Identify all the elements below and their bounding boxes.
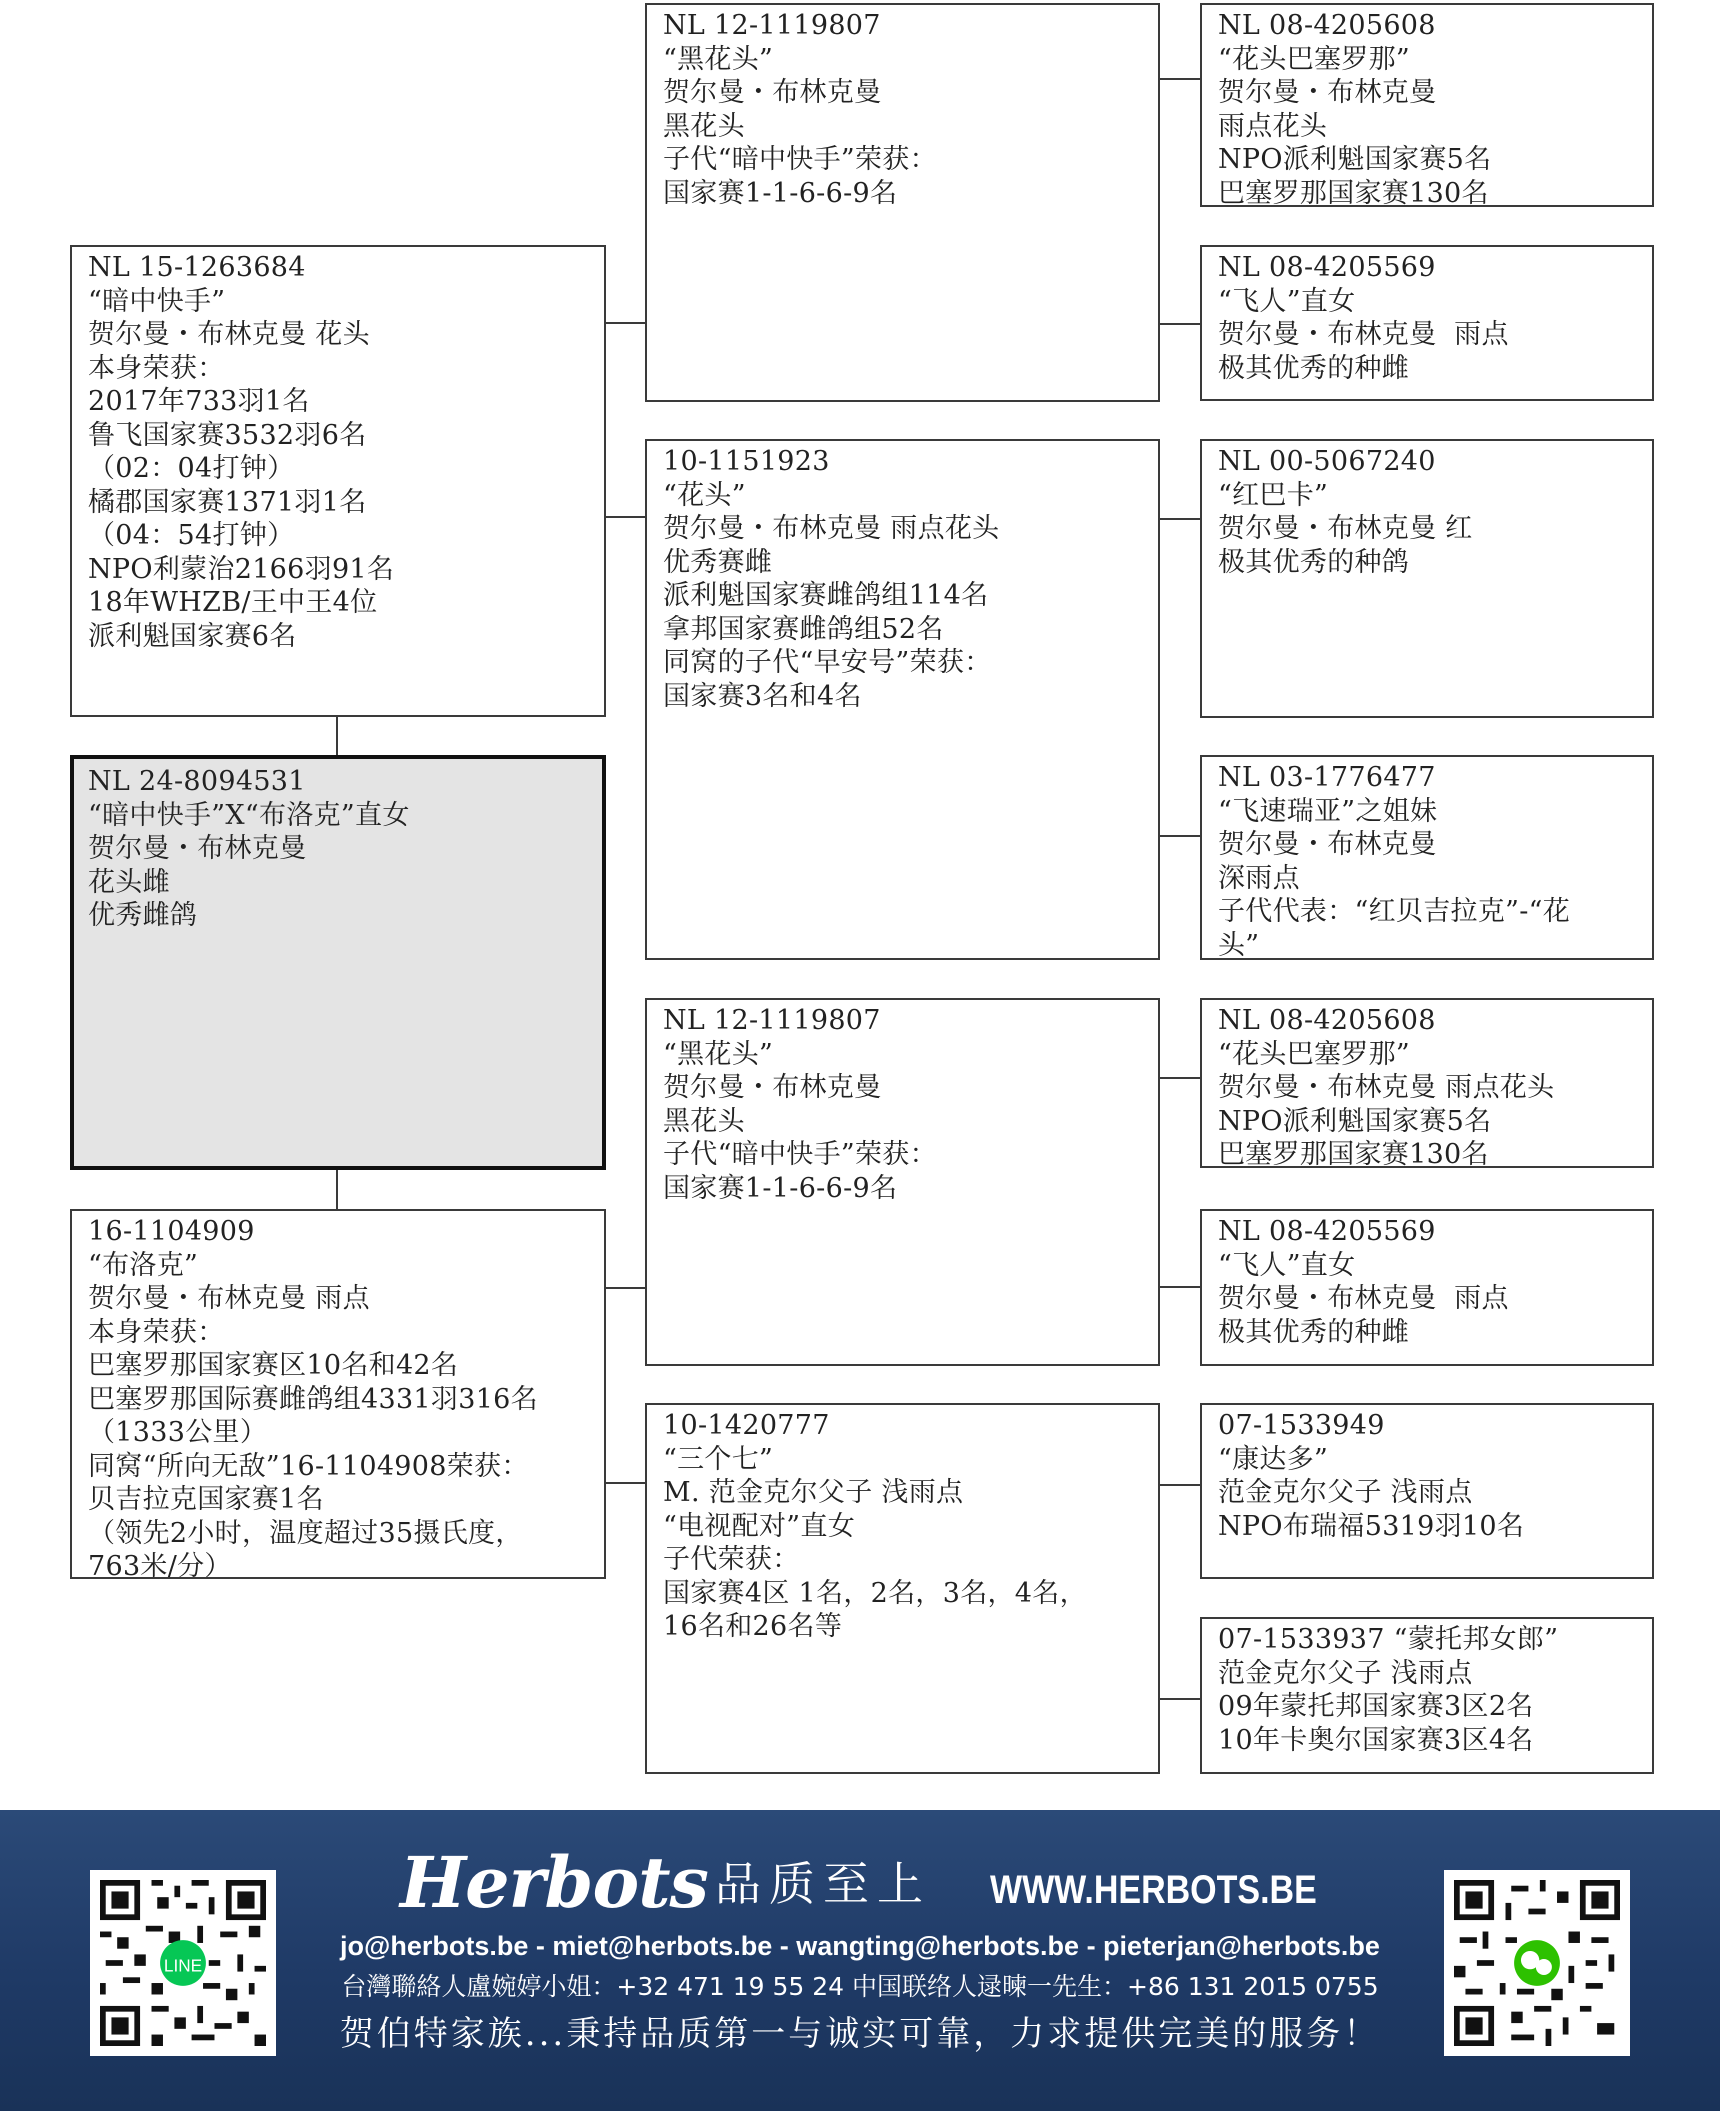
tagline: 贺伯特家族...秉持品质第一与诚实可靠，力求提供完美的服务！ [339,2014,1381,2054]
pedigree-line: 子代“暗中快手”荣获： [663,144,937,175]
connector [1158,1077,1202,1079]
pedigree-line: 极其优秀的种雌 [1218,1316,1410,1348]
connector [1158,518,1202,520]
pedigree-line: 贺尔曼・布林克曼 [1218,77,1437,108]
pedigree-line: 763米/分） [88,1551,232,1582]
pedigree-line: “黑花头” [663,1038,774,1070]
pedigree-line: “布洛克” [88,1249,199,1281]
pedigree-line: “三个七” [663,1443,774,1475]
dam-card [70,1209,606,1582]
pedigree-line: NL 00-5067240 [1218,446,1436,477]
svg-text:LINE: LINE [163,1955,203,1976]
pedigree-line: 贺尔曼・布林克曼 雨点 [88,1283,370,1314]
pedigree-line: 贺尔曼・布林克曼 [88,833,307,864]
pedigree-line: 本身荣获： [88,1316,225,1348]
sd-sire-card [1200,439,1654,718]
dd-dam-card [1200,1617,1654,1774]
pedigree-line: （04：54打钟） [88,520,295,551]
pedigree-line: 贺尔曼・布林克曼 雨点花头 [663,513,1000,544]
pedigree-line: 贺尔曼・布林克曼 [663,1072,882,1103]
pedigree-line: 雨点花头 [1218,110,1328,142]
pedigree-line: “飞人”直女 [1218,285,1356,317]
sire-dam-card [645,439,1160,960]
sire-card [70,245,606,717]
ss-sire-card [1200,3,1654,207]
connector [604,1287,646,1289]
pedigree-line: 子代“暗中快手”荣获： [663,1139,937,1170]
pedigree-line: 2017年733羽1名 [88,386,310,417]
pedigree-line: “花头” [663,479,746,511]
website-link[interactable]: WWW.HERBOTS.BE [990,1868,1317,1912]
pedigree-line: NPO派利魁国家赛5名 [1218,144,1492,175]
wechat-qr-code[interactable] [1444,1870,1630,2056]
pedigree-line: 10-1151923 [663,446,830,477]
pedigree-line: 子代荣获： [663,1544,800,1575]
contact-numbers: 台灣聯絡人盧婉婷小姐：+32 471 19 55 24 中国联络人逯暕一先生：+86 131 2015 0755 [341,1972,1379,2001]
subject-card [70,755,606,1170]
pedigree-line: 贺尔曼・布林克曼 雨点 [1218,1283,1509,1314]
pedigree-line: （领先2小时，温度超过35摄氏度， [88,1517,523,1549]
pedigree-line: 18年WHZB/王中王4位 [88,587,378,618]
pedigree-line: 16名和26名等 [663,1611,843,1642]
pedigree-line: 巴塞罗那国家赛区10名和42名 [88,1350,459,1381]
pedigree-line: NL 08-4205569 [1218,252,1436,283]
pedigree-line: NPO派利魁国家赛5名 [1218,1105,1492,1137]
dam-sire-card [645,998,1160,1366]
pedigree-line: 国家赛4区 1名，2名，3名，4名， [663,1577,1087,1609]
connector [1158,1698,1202,1700]
pedigree-line: 深雨点 [1218,862,1300,894]
pedigree-line: 贺尔曼・布林克曼 雨点 [1218,319,1509,350]
pedigree-line: NL 12-1119807 [663,1005,881,1036]
pedigree-line: “黑花头” [663,43,774,75]
pedigree-line: 本身荣获： [88,352,225,384]
pedigree-line: （02：04打钟） [88,453,295,484]
pedigree-line: 贺尔曼・布林克曼 雨点花头 [1218,1072,1555,1103]
sd-dam-card [1200,755,1654,960]
pedigree-line: 国家赛3名和4名 [663,680,862,712]
pedigree-line: 贝吉拉克国家赛1名 [88,1484,324,1515]
pedigree-line: 贺尔曼・布林克曼 [1218,829,1437,860]
pedigree-line: 花头雌 [88,866,170,898]
pedigree-line: “康达多” [1218,1443,1329,1475]
pedigree-line: 贺尔曼・布林克曼 红 [1218,513,1473,544]
footer-banner [0,1810,1720,2111]
pedigree-line: M. 范金克尔父子 浅雨点 [663,1477,964,1508]
pedigree-line: NL 12-1119807 [663,10,881,41]
pedigree-line: 巴塞罗那国家赛130名 [1218,1139,1489,1170]
pedigree-line: NPO利蒙治2166羽91名 [88,553,395,585]
pedigree-line: 10年卡奥尔国家赛3区4名 [1218,1724,1534,1756]
pedigree-line: 贺尔曼・布林克曼 [663,77,882,108]
pedigree-line: 鲁飞国家赛3532羽6名 [88,419,367,451]
pedigree-line: NL 08-4205608 [1218,10,1436,41]
pedigree-line: 子代代表：“红贝吉拉克”-“花 [1218,896,1571,927]
pedigree-line: “花头巴塞罗那” [1218,1038,1411,1070]
pedigree-line: NL 08-4205608 [1218,1005,1436,1036]
pedigree-line: 国家赛1-1-6-6-9名 [663,1172,898,1204]
pedigree-line: 黑花头 [663,110,745,142]
pedigree-line: 贺尔曼・布林克曼 花头 [88,319,370,350]
pedigree-line: “红巴卡” [1218,479,1329,511]
connector [604,516,646,518]
connector [336,1168,338,1210]
pedigree-line: “飞速瑞亚”之姐妹 [1218,795,1438,827]
sire-sire-card [645,3,1160,402]
connector [1158,78,1202,80]
pedigree-line: “飞人”直女 [1218,1249,1356,1281]
pedigree-line: 范金克尔父子 浅雨点 [1218,1477,1473,1508]
pedigree-line: 07-1533937 “蒙托邦女郎” [1218,1624,1559,1655]
pedigree-line: 极其优秀的种雌 [1218,352,1410,384]
pedigree-line: 拿邦国家赛雌鸽组52名 [663,613,944,645]
pedigree-line: 同窝的子代“早安号”荣获： [663,647,992,678]
connector [604,1482,646,1484]
pedigree-line: 10-1420777 [663,1410,830,1441]
pedigree-line: 派利魁国家赛雌鸽组114名 [663,580,989,611]
pedigree-line: 07-1533949 [1218,1410,1385,1441]
connector [1158,1484,1202,1486]
pedigree-line: “花头巴塞罗那” [1218,43,1411,75]
pedigree-line: NL 24-8094531 [88,766,306,797]
pedigree-line: NL 15-1263684 [88,252,306,283]
connector [1158,1286,1202,1288]
brand-row [400,1841,1340,1924]
pedigree-line: 范金克尔父子 浅雨点 [1218,1657,1473,1689]
pedigree-line: 黑花头 [663,1105,745,1137]
ss-dam-card [1200,245,1654,401]
dam-dam-card [645,1403,1160,1774]
email-list[interactable]: jo@herbots.be - miet@herbots.be - wangting@herbots.be - pieterjan@herbots.be [340,1931,1380,1961]
pedigree-line: 优秀赛雌 [663,546,773,578]
pedigree-line: 巴塞罗那国家赛130名 [1218,177,1489,209]
slogan: 品质至上 [715,1857,931,1911]
ds-sire-card [1200,998,1654,1168]
connector [1158,835,1202,837]
pedigree-line: 国家赛1-1-6-6-9名 [663,177,898,209]
pedigree-line: 派利魁国家赛6名 [88,620,297,652]
herbots-logo: Herbots [400,1841,708,1924]
ds-dam-card [1200,1209,1654,1366]
pedigree-line: 极其优秀的种鸽 [1218,546,1410,578]
pedigree-line: （1333公里） [88,1417,268,1448]
pedigree-line: NL 08-4205569 [1218,1216,1436,1247]
connector [604,322,646,324]
pedigree-line: 优秀雌鸽 [88,900,198,931]
pedigree-line: 同窝“所向无敌”16-1104908荣获： [88,1450,529,1482]
pedigree-line: 橘郡国家赛1371羽1名 [88,486,367,518]
pedigree-line: 09年蒙托邦国家赛3区2名 [1218,1691,1534,1722]
pedigree-line: “电视配对”直女 [663,1510,856,1542]
pedigree-line: “暗中快手”X“布洛克”直女 [88,799,410,831]
qr-pattern [1454,1880,1620,2046]
pedigree-line: NPO布瑞福5319羽10名 [1218,1510,1525,1542]
connector [336,716,338,756]
dd-sire-card [1200,1403,1654,1579]
pedigree-line: “暗中快手” [88,285,226,317]
pedigree-line: 头” [1218,929,1260,961]
pedigree-line: 巴塞罗那国际赛雌鸽组4331羽316名 [88,1383,538,1415]
pedigree-line: 16-1104909 [88,1216,255,1247]
connector [1158,323,1202,325]
pedigree-line: NL 03-1776477 [1218,762,1436,793]
